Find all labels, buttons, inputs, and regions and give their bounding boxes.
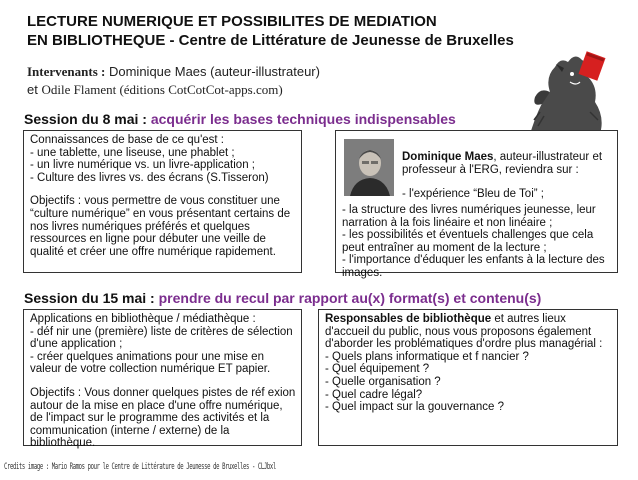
session-1-topic: acquérir les bases techniques indispensables — [150, 111, 456, 127]
list-item: Applications en bibliothèque / médiathèque : — [30, 313, 256, 325]
managers-lead-rest: et autres lieux d'accueil du public, nous vous proposons également d'aborder les problématiques d'ordre plus managérial : — [325, 313, 603, 351]
list-item: - Quel cadre légal? — [325, 388, 423, 401]
speaker-1: Dominique Maes (auteur-illustrateur) — [108, 64, 320, 79]
session-1-speaker-box — [335, 130, 618, 279]
page-title — [27, 12, 587, 50]
managers-intro — [325, 313, 613, 351]
title-line-2: EN BIBLIOTHEQUE - Centre de Littérature de Jeunesse de Bruxelles — [27, 32, 514, 49]
session-2-label: Session du 15 mai : — [24, 290, 155, 306]
speaker-reference: - l'expérience “Bleu de Toi” ; — [402, 188, 544, 200]
list-item: - Quel équipement ? — [325, 363, 430, 376]
list-item: - déf nir une (première) liste de critères de sélection d'une application ; — [30, 325, 293, 351]
image-credits: Credits image : Mario Ramos pour le Centre de Littérature de Jeunesse de Bruxelles - CLJbxl — [4, 462, 276, 472]
list-item: - Quels plans informatique et f nancier ? — [325, 350, 529, 363]
speaker-intro — [402, 151, 616, 176]
list-item: - la structure des livres numériques jeunesse, leur narration à la fois linéaire et non linéaire ; — [342, 204, 596, 229]
list-item: - créer quelques animations pour une mise en valeur de votre collection numérique ET papier. — [30, 350, 271, 376]
list-item: - un livre numérique vs. un livre-application ; — [30, 159, 255, 172]
speaker-2: Odile Flament (éditions CotCotCot-apps.com) — [41, 82, 283, 97]
speaker-portrait-icon — [344, 139, 394, 196]
speaker-description: , auteur-illustrateur et professeur à l'ERG, reviendra sur : — [402, 151, 603, 176]
list-item: Connaissances de base de ce qu'est : — [30, 134, 224, 146]
speaker-name: Dominique Maes — [402, 151, 494, 163]
intervenants-block — [27, 63, 357, 99]
session-2-heading — [24, 290, 541, 306]
list-item: - les possibilités et éventuels challenges que cela peut entraîner au moment de la lecture ; — [342, 229, 594, 254]
session-1-label: Session du 8 mai : — [24, 111, 147, 127]
list-item: - Culture des livres vs. des écrans (S.Tisseron) — [30, 171, 269, 184]
session-2-objectifs: Objectifs : Vous donner quelques pistes de réf exion autour de la mise en place d'une offre numérique, de l'impact sur le programme des activités et la communication (interne / externe) de la bibliothèque. — [30, 386, 296, 450]
intervenants-connector: et — [27, 82, 38, 97]
session-2-topic: prendre du recul par rapport au(x) format(s) et contenu(s) — [158, 290, 542, 306]
list-item: - Quelle organisation ? — [325, 375, 441, 388]
session-1-heading — [24, 111, 456, 127]
list-item: - Quel impact sur la gouvernance ? — [325, 401, 504, 414]
title-line-1: LECTURE NUMERIQUE ET POSSIBILITES DE MEDIATION — [27, 13, 437, 30]
session-1-content-box — [23, 130, 302, 273]
session-2-content-box — [23, 309, 302, 450]
session-2-managers-box — [318, 309, 618, 446]
managers-lead: Responsables de bibliothèque — [325, 313, 492, 325]
session-1-objectifs: Objectifs : vous permettre de vous constituer une “culture numérique” en vous présentant certains de nos livres numériques préférés et quelques ressources en ligne pour débuter une veille de qualité et créer une offre numérique rapidement. — [30, 195, 291, 258]
list-item: - une tablette, une liseuse, une phablet ; — [30, 146, 235, 159]
wolf-illustration-icon — [520, 42, 620, 142]
intervenants-label: Intervenants : — [27, 64, 106, 79]
list-item: - l'importance d'éduquer les enfants à la lecture des images. — [342, 254, 605, 279]
speaker-topics — [342, 204, 616, 280]
